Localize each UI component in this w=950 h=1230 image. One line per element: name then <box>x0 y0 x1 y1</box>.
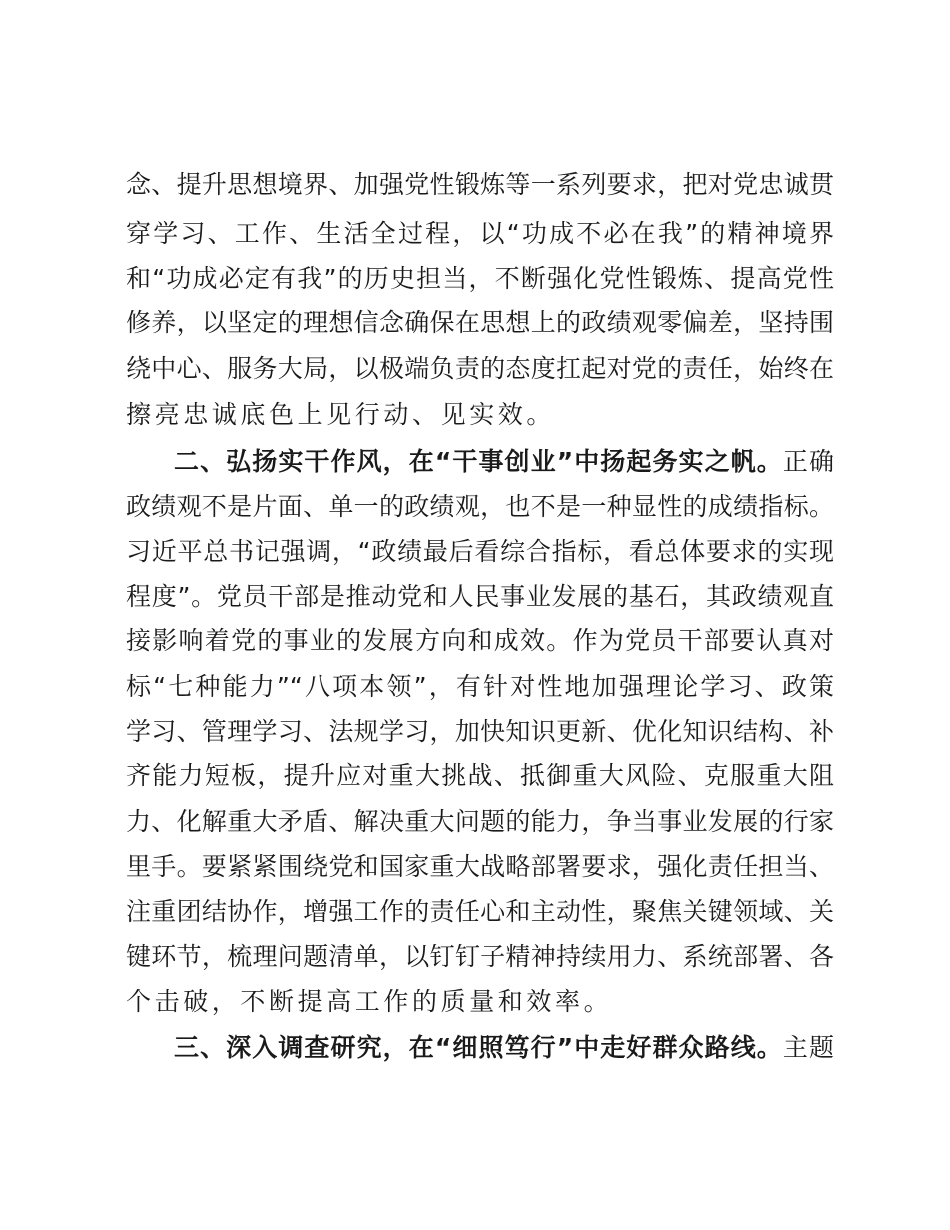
text-line: 穿学习、工作、生活全过程，以“功成不必在我”的精神境界 <box>126 219 834 248</box>
text-line: 注重团结协作，增强工作的责任心和主动性，聚焦关键领域、关 <box>126 897 834 926</box>
text-line: 擦亮忠诚底色上见行动、见实效。 <box>126 400 556 429</box>
section-heading: 二、弘扬实干作风，在“干事创业”中扬起务实之帆。 <box>174 447 783 476</box>
section-heading: 三、深入调查研究，在“细照笃行”中走好群众路线。 <box>174 1033 783 1062</box>
text-line: 接影响着党的事业的发展方向和成效。作为党员干部要认真对 <box>126 626 834 655</box>
paragraph-first-line <box>174 1026 834 1070</box>
text-line: 绕中心、服务大局，以极端负责的态度扛起对党的责任，始终在 <box>126 354 834 383</box>
paragraph-first-line <box>174 440 834 484</box>
text-line: 修养，以坚定的理想信念确保在思想上的政绩观零偏差，坚持围 <box>126 308 834 337</box>
text-line: 政绩观不是片面、单一的政绩观，也不是一种显性的成绩指标。 <box>126 492 834 521</box>
text-line: 和“功成必定有我”的历史担当，不断强化党性锻炼、提高党性 <box>126 264 834 293</box>
text-line: 力、化解重大矛盾、解决重大问题的能力，争当事业发展的行家 <box>126 807 834 836</box>
text-line: 键环节，梳理问题清单，以钉钉子精神持续用力、系统部署、各 <box>126 942 834 971</box>
text-line: 习近平总书记强调，“政绩最后看综合指标，看总体要求的实现 <box>126 537 834 566</box>
text-line: 学习、管理学习、法规学习，加快知识更新、优化知识结构、补 <box>126 717 834 746</box>
text-run: 正确 <box>782 447 834 476</box>
text-run: 主题 <box>782 1033 834 1062</box>
text-line: 标“七种能力”“八项本领”，有针对性地加强理论学习、政策 <box>126 672 834 701</box>
text-line: 个击破，不断提高工作的质量和效率。 <box>126 987 613 1016</box>
text-line: 念、提升思想境界、加强党性锻炼等一系列要求，把对党忠诚贯 <box>126 170 834 199</box>
text-line: 齐能力短板，提升应对重大挑战、抵御重大风险、克服重大阻 <box>126 761 834 790</box>
text-line: 里手。要紧紧围绕党和国家重大战略部署要求，强化责任担当、 <box>126 852 834 881</box>
text-line: 程度”。党员干部是推动党和人民事业发展的基石，其政绩观直 <box>126 582 834 611</box>
